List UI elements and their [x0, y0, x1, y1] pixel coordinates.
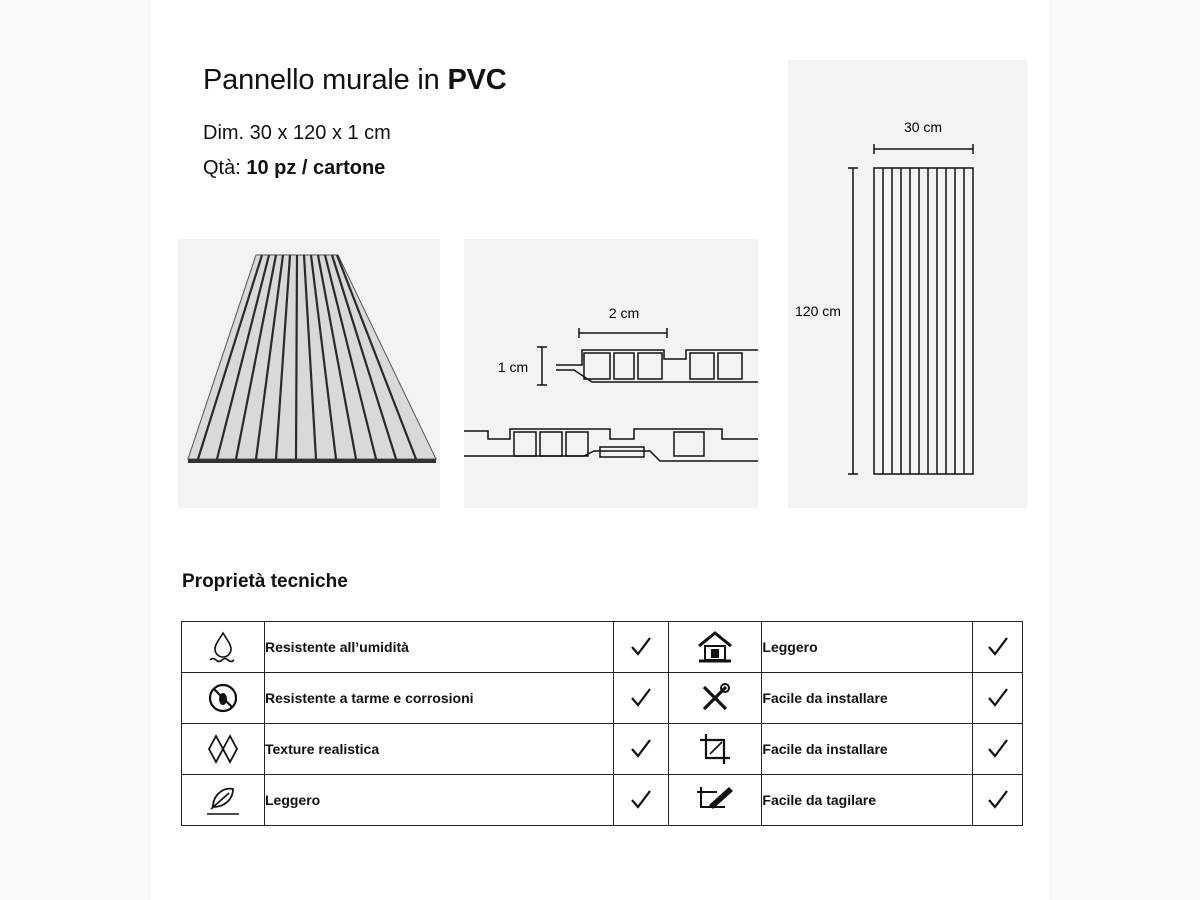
check-cell [614, 724, 669, 775]
check-cell [973, 775, 1023, 826]
no-pest-icon [206, 681, 240, 715]
icon-cell [669, 775, 762, 826]
table-row [182, 724, 1023, 775]
checkmark-icon [630, 789, 652, 811]
icon-cell [182, 673, 265, 724]
table-row [182, 673, 1023, 724]
section-title: Proprietà tecniche [182, 571, 348, 592]
feather-icon [205, 783, 241, 817]
crop-icon [698, 732, 732, 766]
icon-cell [182, 775, 265, 826]
check-cell [614, 622, 669, 673]
property-label: Leggero [265, 775, 614, 826]
checkmark-icon [987, 636, 1009, 658]
check-cell [973, 724, 1023, 775]
properties-table [181, 621, 1023, 826]
checkmark-icon [987, 789, 1009, 811]
property-label: Leggero [762, 622, 973, 673]
panel-perspective-image [178, 239, 440, 508]
checkmark-icon [630, 738, 652, 760]
cut-icon [695, 783, 735, 817]
dimensions-text: Dim. 30 x 120 x 1 cm [203, 122, 391, 144]
icon-cell [669, 724, 762, 775]
check-cell [973, 622, 1023, 673]
checkmark-icon [630, 636, 652, 658]
property-label: Facile da tagilare [762, 775, 973, 826]
panel-width-label: 30 cm [903, 119, 943, 135]
table-row [182, 775, 1023, 826]
check-cell [614, 673, 669, 724]
page-title: Pannello murale in PVC [203, 64, 507, 96]
table-row [182, 622, 1023, 673]
checkmark-icon [987, 687, 1009, 709]
check-cell [614, 775, 669, 826]
profile-width-label: 2 cm [608, 305, 640, 321]
slat-panel-perspective [178, 239, 440, 508]
checkmark-icon [630, 687, 652, 709]
quantity-text: Qtà: 10 pz / cartone [203, 157, 386, 179]
check-cell [973, 673, 1023, 724]
texture-icon [206, 732, 240, 766]
property-label: Facile da installare [762, 724, 973, 775]
icon-cell [182, 622, 265, 673]
house-icon [696, 630, 734, 664]
water-drop-icon [206, 630, 240, 664]
panel-front-view [788, 60, 1027, 508]
icon-cell [669, 673, 762, 724]
property-label: Texture realistica [265, 724, 614, 775]
property-label: Facile da installare [762, 673, 973, 724]
checkmark-icon [987, 738, 1009, 760]
panel-height-label: 120 cm [795, 303, 841, 319]
icon-cell [669, 622, 762, 673]
tools-icon [698, 681, 732, 715]
profile-cross-section [464, 239, 758, 508]
property-label: Resistente a tarme e corrosioni [265, 673, 614, 724]
panel-profile-diagram [464, 239, 758, 508]
icon-cell [182, 724, 265, 775]
property-label: Resistente all’umidità [265, 622, 614, 673]
panel-elevation-diagram [788, 60, 1027, 508]
profile-height-label: 1 cm [497, 359, 529, 375]
